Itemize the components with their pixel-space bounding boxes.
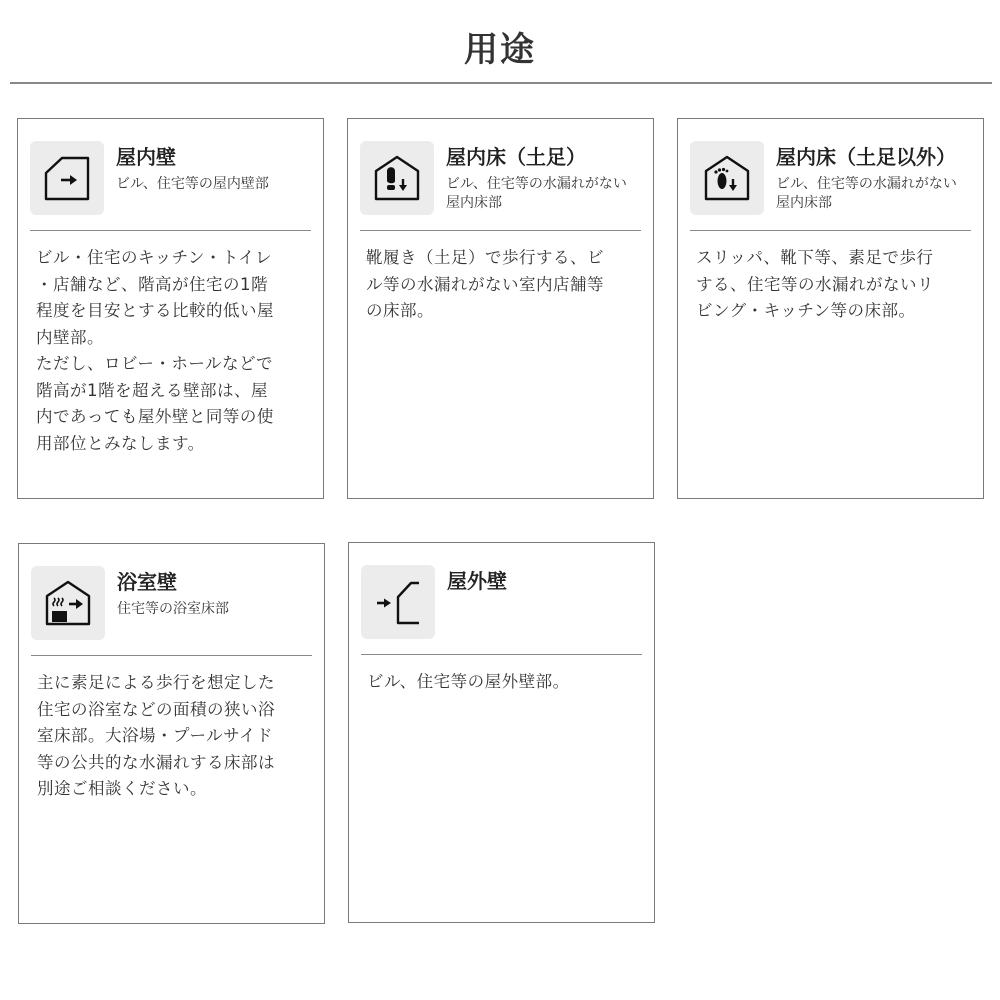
card-description: ビル、住宅等の屋外壁部。: [367, 672, 570, 691]
icon-tile: [30, 141, 104, 215]
card-header: [678, 119, 983, 231]
shoe-floor-icon: [372, 153, 422, 203]
card-title: 浴室壁: [117, 570, 177, 594]
card-title: 屋内床（土足以外）: [776, 145, 956, 169]
card-divider: [690, 230, 971, 231]
barefoot-floor-icon: [702, 153, 752, 203]
card-header: [348, 119, 653, 231]
usage-card-indoor-floor-barefoot: [677, 118, 984, 499]
card-header: [19, 544, 324, 656]
card-description: 靴履き（土足）で歩行する、ビ ル等の水漏れがない室内店舗等 の床部。: [366, 248, 604, 320]
icon-tile: [31, 566, 105, 640]
card-subtitle: ビル、住宅等の水漏れがない屋内床部: [446, 176, 627, 211]
card-header: [349, 543, 654, 655]
card-title: 屋内壁: [116, 145, 176, 169]
page-title: 用途: [464, 30, 536, 70]
card-divider: [361, 654, 642, 655]
card-description: スリッパ、靴下等、素足で歩行 する、住宅等の水漏れがないリ ビング・キッチン等の床部。: [696, 248, 934, 320]
card-subtitle: 住宅等の浴室床部: [117, 601, 229, 617]
card-header: [18, 119, 323, 231]
usage-card-bathroom-wall: [18, 543, 325, 924]
card-divider: [31, 655, 312, 656]
card-description: 主に素足による歩行を想定した 住宅の浴室などの面積の狭い浴 室床部。大浴場・プールサイド 等の公共的な水漏れする床部は 別途ご相談ください。: [37, 673, 275, 798]
card-subtitle: ビル、住宅等の水漏れがない屋内床部: [776, 176, 957, 211]
card-divider: [360, 230, 641, 231]
usage-card-exterior-wall: [348, 542, 655, 923]
card-title: 屋内床（土足）: [446, 145, 586, 169]
bathroom-steam-icon: [43, 578, 93, 628]
wall-arrow-right-icon: [42, 153, 92, 203]
usage-card-indoor-floor-shoes: [347, 118, 654, 499]
card-divider: [30, 230, 311, 231]
card-subtitle: ビル、住宅等の屋内壁部: [116, 176, 269, 192]
card-title: 屋外壁: [447, 569, 507, 593]
icon-tile: [361, 565, 435, 639]
card-description: ビル・住宅のキッチン・トイレ ・店舗など、階高が住宅の1階 程度を目安とする比較的低い屋 内壁部。 ただし、ロビー・ホールなどで 階高が1階を超える壁部は、屋 内であっても屋外壁と同等の使 用部位とみなします。: [36, 248, 274, 453]
usage-card-indoor-wall: [17, 118, 324, 499]
icon-tile: [690, 141, 764, 215]
exterior-wall-icon: [373, 577, 423, 627]
title-divider: [10, 82, 992, 84]
icon-tile: [360, 141, 434, 215]
